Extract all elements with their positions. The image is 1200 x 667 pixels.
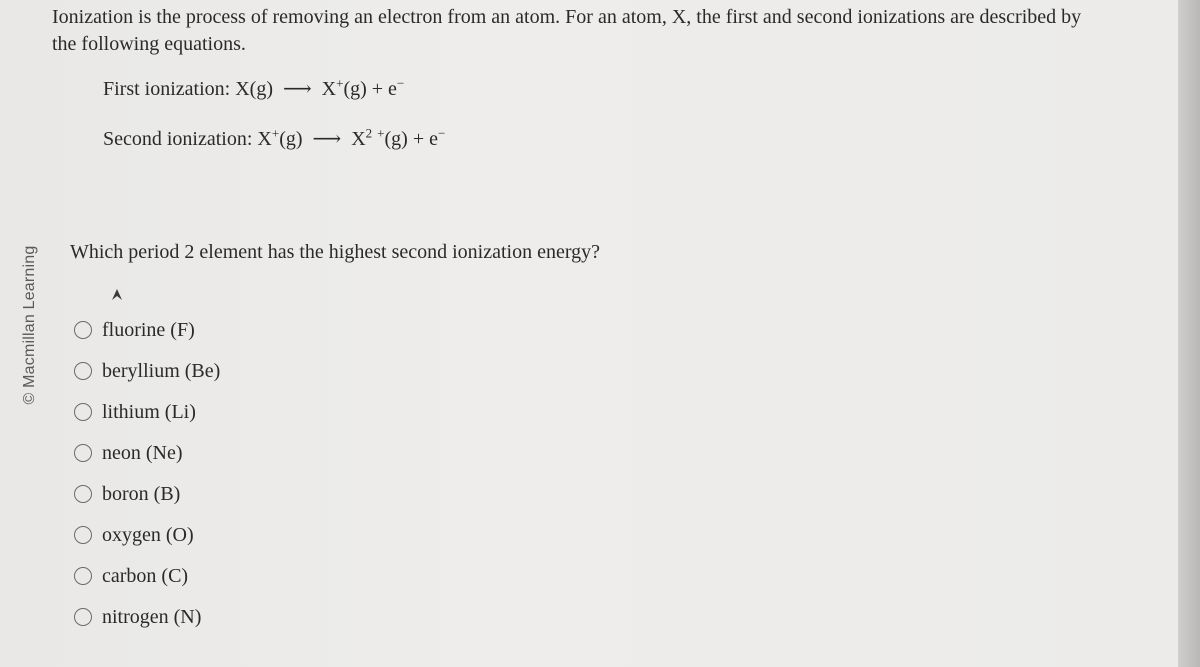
option-label: beryllium (Be) xyxy=(102,359,221,382)
copyright-watermark: © Macmillan Learning xyxy=(21,245,38,405)
product-charge-number: 2 xyxy=(365,125,373,141)
option-label: fluorine (F) xyxy=(102,318,195,341)
option-oxygen[interactable] xyxy=(74,514,220,555)
option-neon[interactable] xyxy=(74,432,220,473)
product-charge: + xyxy=(336,75,344,91)
product-charge-sign: + xyxy=(377,125,385,141)
radio-button[interactable] xyxy=(74,608,92,626)
product-state: (g) + e xyxy=(343,78,397,100)
option-label: boron (B) xyxy=(102,482,181,505)
radio-button[interactable] xyxy=(74,321,92,339)
option-boron[interactable] xyxy=(74,473,220,514)
option-label: carbon (C) xyxy=(102,564,189,587)
second-ionization-label: Second ionization: X xyxy=(103,128,272,150)
option-label: nitrogen (N) xyxy=(102,605,202,628)
radio-button[interactable] xyxy=(74,567,92,585)
product-symbol: X xyxy=(321,78,337,100)
mouse-cursor-icon xyxy=(110,288,124,302)
reaction-arrow: ⟶ xyxy=(312,128,342,150)
reaction-arrow: ⟶ xyxy=(282,78,312,100)
option-fluorine[interactable] xyxy=(74,309,220,350)
option-label: neon (Ne) xyxy=(102,441,183,464)
question-text: Which period 2 element has the highest second ionization energy? xyxy=(70,241,601,263)
reactant-charge: + xyxy=(271,125,280,141)
intro-text: Ionization is the process of removing an electron from an atom. For an atom, X, the first and second ionizations are described by the following equations. xyxy=(52,6,1082,55)
radio-button[interactable] xyxy=(74,526,92,544)
option-nitrogen[interactable] xyxy=(74,596,220,637)
option-label: lithium (Li) xyxy=(102,400,196,423)
option-carbon[interactable] xyxy=(74,555,220,596)
product-state: (g) + e xyxy=(384,128,438,150)
option-beryllium[interactable] xyxy=(74,350,220,391)
page-edge xyxy=(1178,0,1200,667)
option-label: oxygen (O) xyxy=(102,523,194,546)
radio-button[interactable] xyxy=(74,485,92,503)
electron-charge: − xyxy=(396,75,405,91)
radio-button[interactable] xyxy=(74,444,92,462)
reactant-state: (g) xyxy=(279,128,303,150)
radio-button[interactable] xyxy=(74,362,92,380)
product-symbol: X xyxy=(351,128,366,150)
answer-options xyxy=(74,309,220,637)
radio-button[interactable] xyxy=(74,403,92,421)
electron-charge: − xyxy=(437,125,446,141)
second-ionization-equation xyxy=(103,127,445,151)
first-ionization-equation xyxy=(103,77,404,101)
option-lithium[interactable] xyxy=(74,391,220,432)
first-ionization-label: First ionization: X(g) xyxy=(103,78,273,100)
